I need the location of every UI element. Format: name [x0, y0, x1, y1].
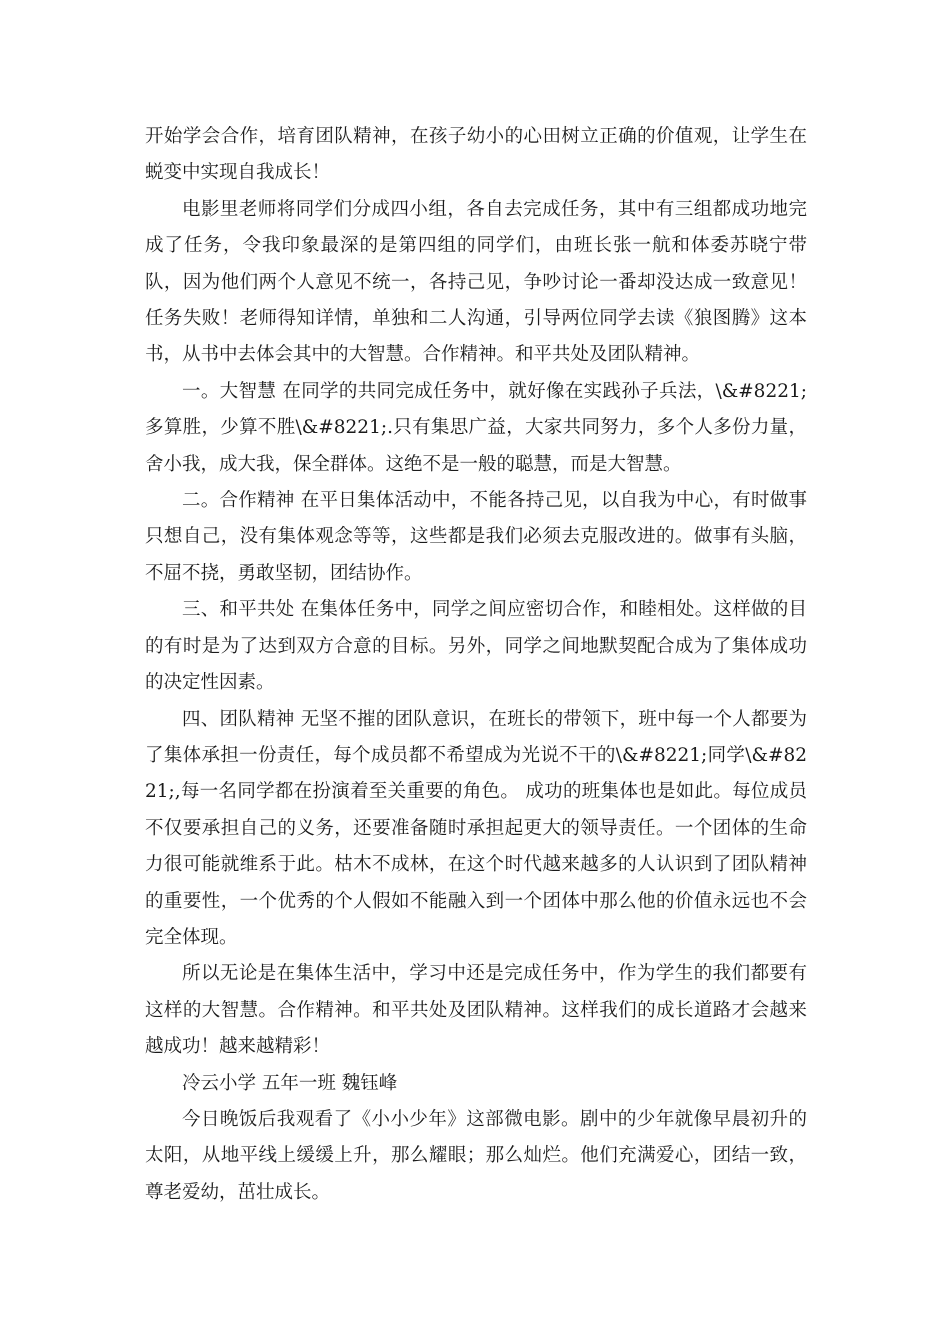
- paragraph-team-spirit: 四、团队精神 无坚不摧的团队意识，在班长的带领下，班中每一个人都要为了集体承担一份责任，每个成员都不希望成为光说不干的\&#8221;同学\&#8221;,每一名同学都在扮演着至关重要的角色。 成功的班集体也是如此。每位成员不仅要承担自己的义务，还要准备随时承担起更大的领导责任。一个团体的生命力很可能就维系于此。枯木不成林，在这个时代越来越多的人认识到了团队精神的重要性，一个优秀的个人假如不能融入到一个团体中那么他的价值永远也不会完全体现。: [145, 708, 807, 948]
- document-body: [145, 119, 807, 1211]
- paragraph-new-essay: 今日晚饭后我观看了《小小少年》这部微电影。剧中的少年就像早晨初升的太阳，从地平线上缓缓上升，那么耀眼；那么灿烂。他们充满爱心，团结一致，尊老爱幼，茁壮成长。: [145, 1108, 807, 1203]
- paragraph-peaceful-coexistence: 三、和平共处 在集体任务中，同学之间应密切合作，和睦相处。这样做的目的有时是为了达到双方合意的目标。另外，同学之间地默契配合成为了集体成功的决定性因素。: [145, 599, 807, 694]
- paragraph-cooperation: 二。合作精神 在平日集体活动中，不能各持己见，以自我为中心，有时做事只想自己，没有集体观念等等，这些都是我们必须去克服改进的。做事有头脑，不屈不挠，勇敢坚韧，团结协作。: [145, 490, 807, 584]
- author-signature: 冷云小学 五年一班 魏钰峰: [182, 1072, 398, 1094]
- paragraph-great-wisdom: 一。大智慧 在同学的共同完成任务中，就好像在实践孙子兵法，\&#8221;多算胜，少算不胜\&#8221;.只有集思广益，大家共同努力，多个人多份力量，舍小我，成大我，保全群体。这绝不是一般的聪慧，而是大智慧。: [145, 380, 807, 475]
- paragraph-conclusion: 所以无论是在集体生活中，学习中还是完成任务中，作为学生的我们都要有这样的大智慧。合作精神。和平共处及团队精神。这样我们的成长道路才会越来越成功！越来越精彩！: [145, 963, 807, 1058]
- paragraph-movie-summary: 电影里老师将同学们分成四小组，各自去完成任务，其中有三组都成功地完成了任务，令我印象最深的是第四组的同学们，由班长张一航和体委苏晓宁带队，因为他们两个人意见不统一，各持己见，争吵讨论一番却没达成一致意见！任务失败！老师得知详情，单独和二人沟通，引导两位同学去读《狼图腾》这本书，从书中去体会其中的大智慧。合作精神。和平共处及团队精神。: [145, 198, 807, 366]
- paragraph-continuation: 开始学会合作，培育团队精神，在孩子幼小的心田树立正确的价值观，让学生在蜕变中实现自我成长！: [145, 126, 807, 184]
